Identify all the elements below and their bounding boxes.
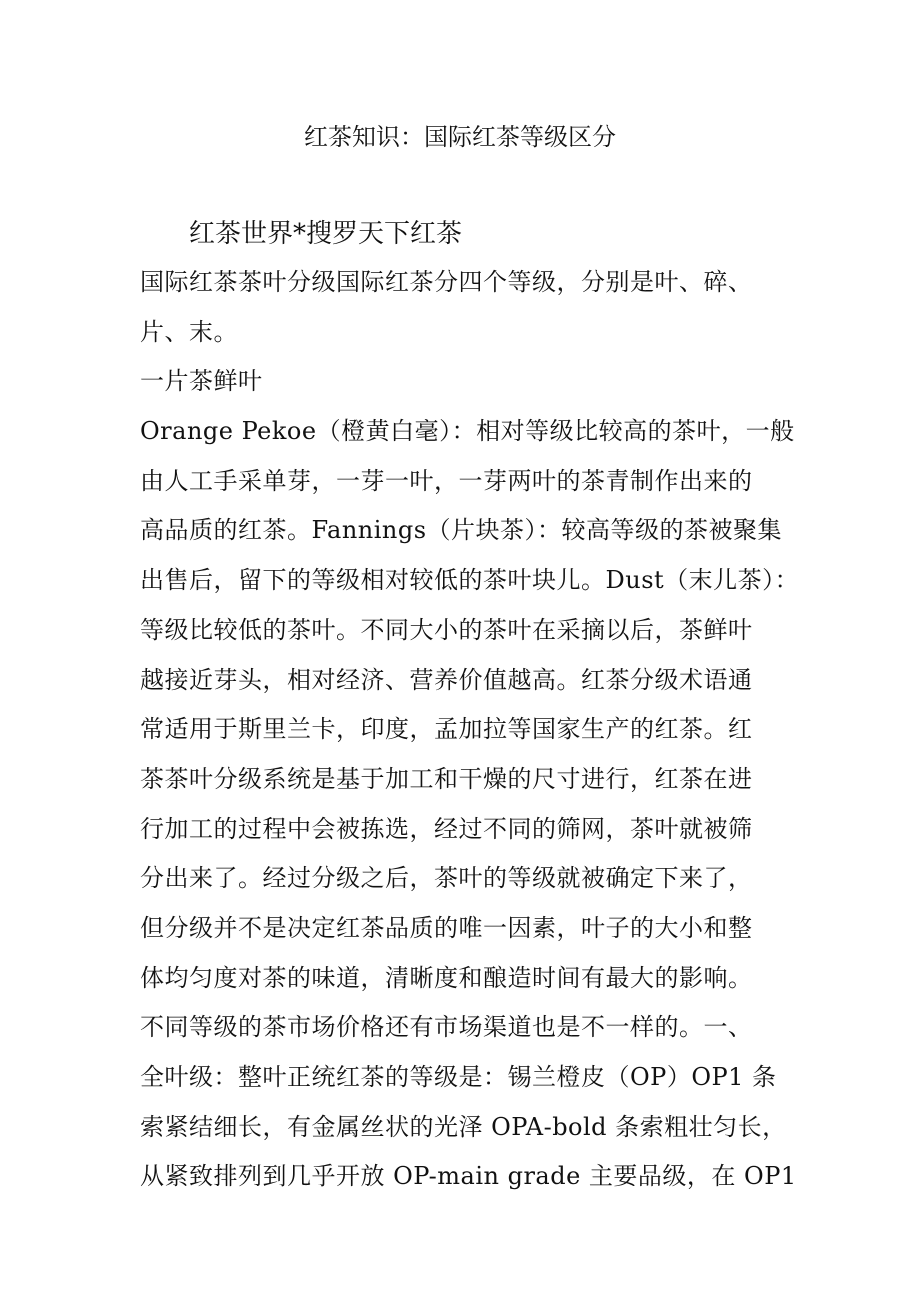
body-line: 由人工手采单芽，一芽一叶，一芽两叶的茶青制作出来的	[140, 466, 753, 495]
body-line: 全叶级：整叶正统红茶的等级是：锡兰橙皮（OP）OP1 条	[140, 1063, 777, 1091]
body-line: 常适用于斯里兰卡，印度，孟加拉等国家生产的红茶。红	[140, 715, 753, 744]
body-line: 但分级并不是决定红茶品质的唯一因素，叶子的大小和整	[140, 913, 753, 942]
body-line: 索紧结细长，有金属丝状的光泽 OPA-bold 条索粗壮匀长，	[140, 1112, 787, 1141]
body-line: 分出来了。经过分级之后，茶叶的等级就被确定下来了，	[140, 864, 753, 893]
body-line: 高品质的红茶。Fannings（片块茶）：较高等级的茶被聚集	[140, 516, 783, 545]
body-line: 出售后，留下的等级相对较低的茶叶块儿。Dust（末儿茶）：	[140, 566, 800, 595]
body-line: 国际红茶茶叶分级国际红茶分四个等级，分别是叶、碎、	[140, 268, 753, 296]
body-line: 片、末。	[140, 317, 238, 346]
body-line: 等级比较低的茶叶。不同大小的茶叶在采摘以后，茶鲜叶	[140, 615, 753, 644]
document-subtitle: 红茶世界*搜罗天下红茶	[189, 219, 463, 249]
body-line: 行加工的过程中会被拣选，经过不同的筛网，茶叶就被筛	[140, 814, 753, 843]
body-line: 茶茶叶分级系统是基于加工和干燥的尺寸进行，红茶在进	[140, 764, 753, 793]
document-title: 红茶知识：国际红茶等级区分	[304, 123, 616, 151]
document-body	[140, 262, 820, 1206]
body-line: 不同等级的茶市场价格还有市场渠道也是不一样的。一、	[140, 1013, 753, 1042]
body-line: 一片茶鲜叶	[140, 367, 263, 396]
body-line: 从紧致排列到几乎开放 OP-main grade 主要品级，在 OP1	[140, 1162, 797, 1191]
body-line: 越接近芽头，相对经济、营养价值越高。红茶分级术语通	[140, 665, 753, 694]
body-line: 体均匀度对茶的味道，清晰度和酿造时间有最大的影响。	[140, 963, 753, 992]
body-line: Orange Pekoe（橙黄白毫）：相对等级比较高的茶叶，一般	[140, 417, 795, 446]
